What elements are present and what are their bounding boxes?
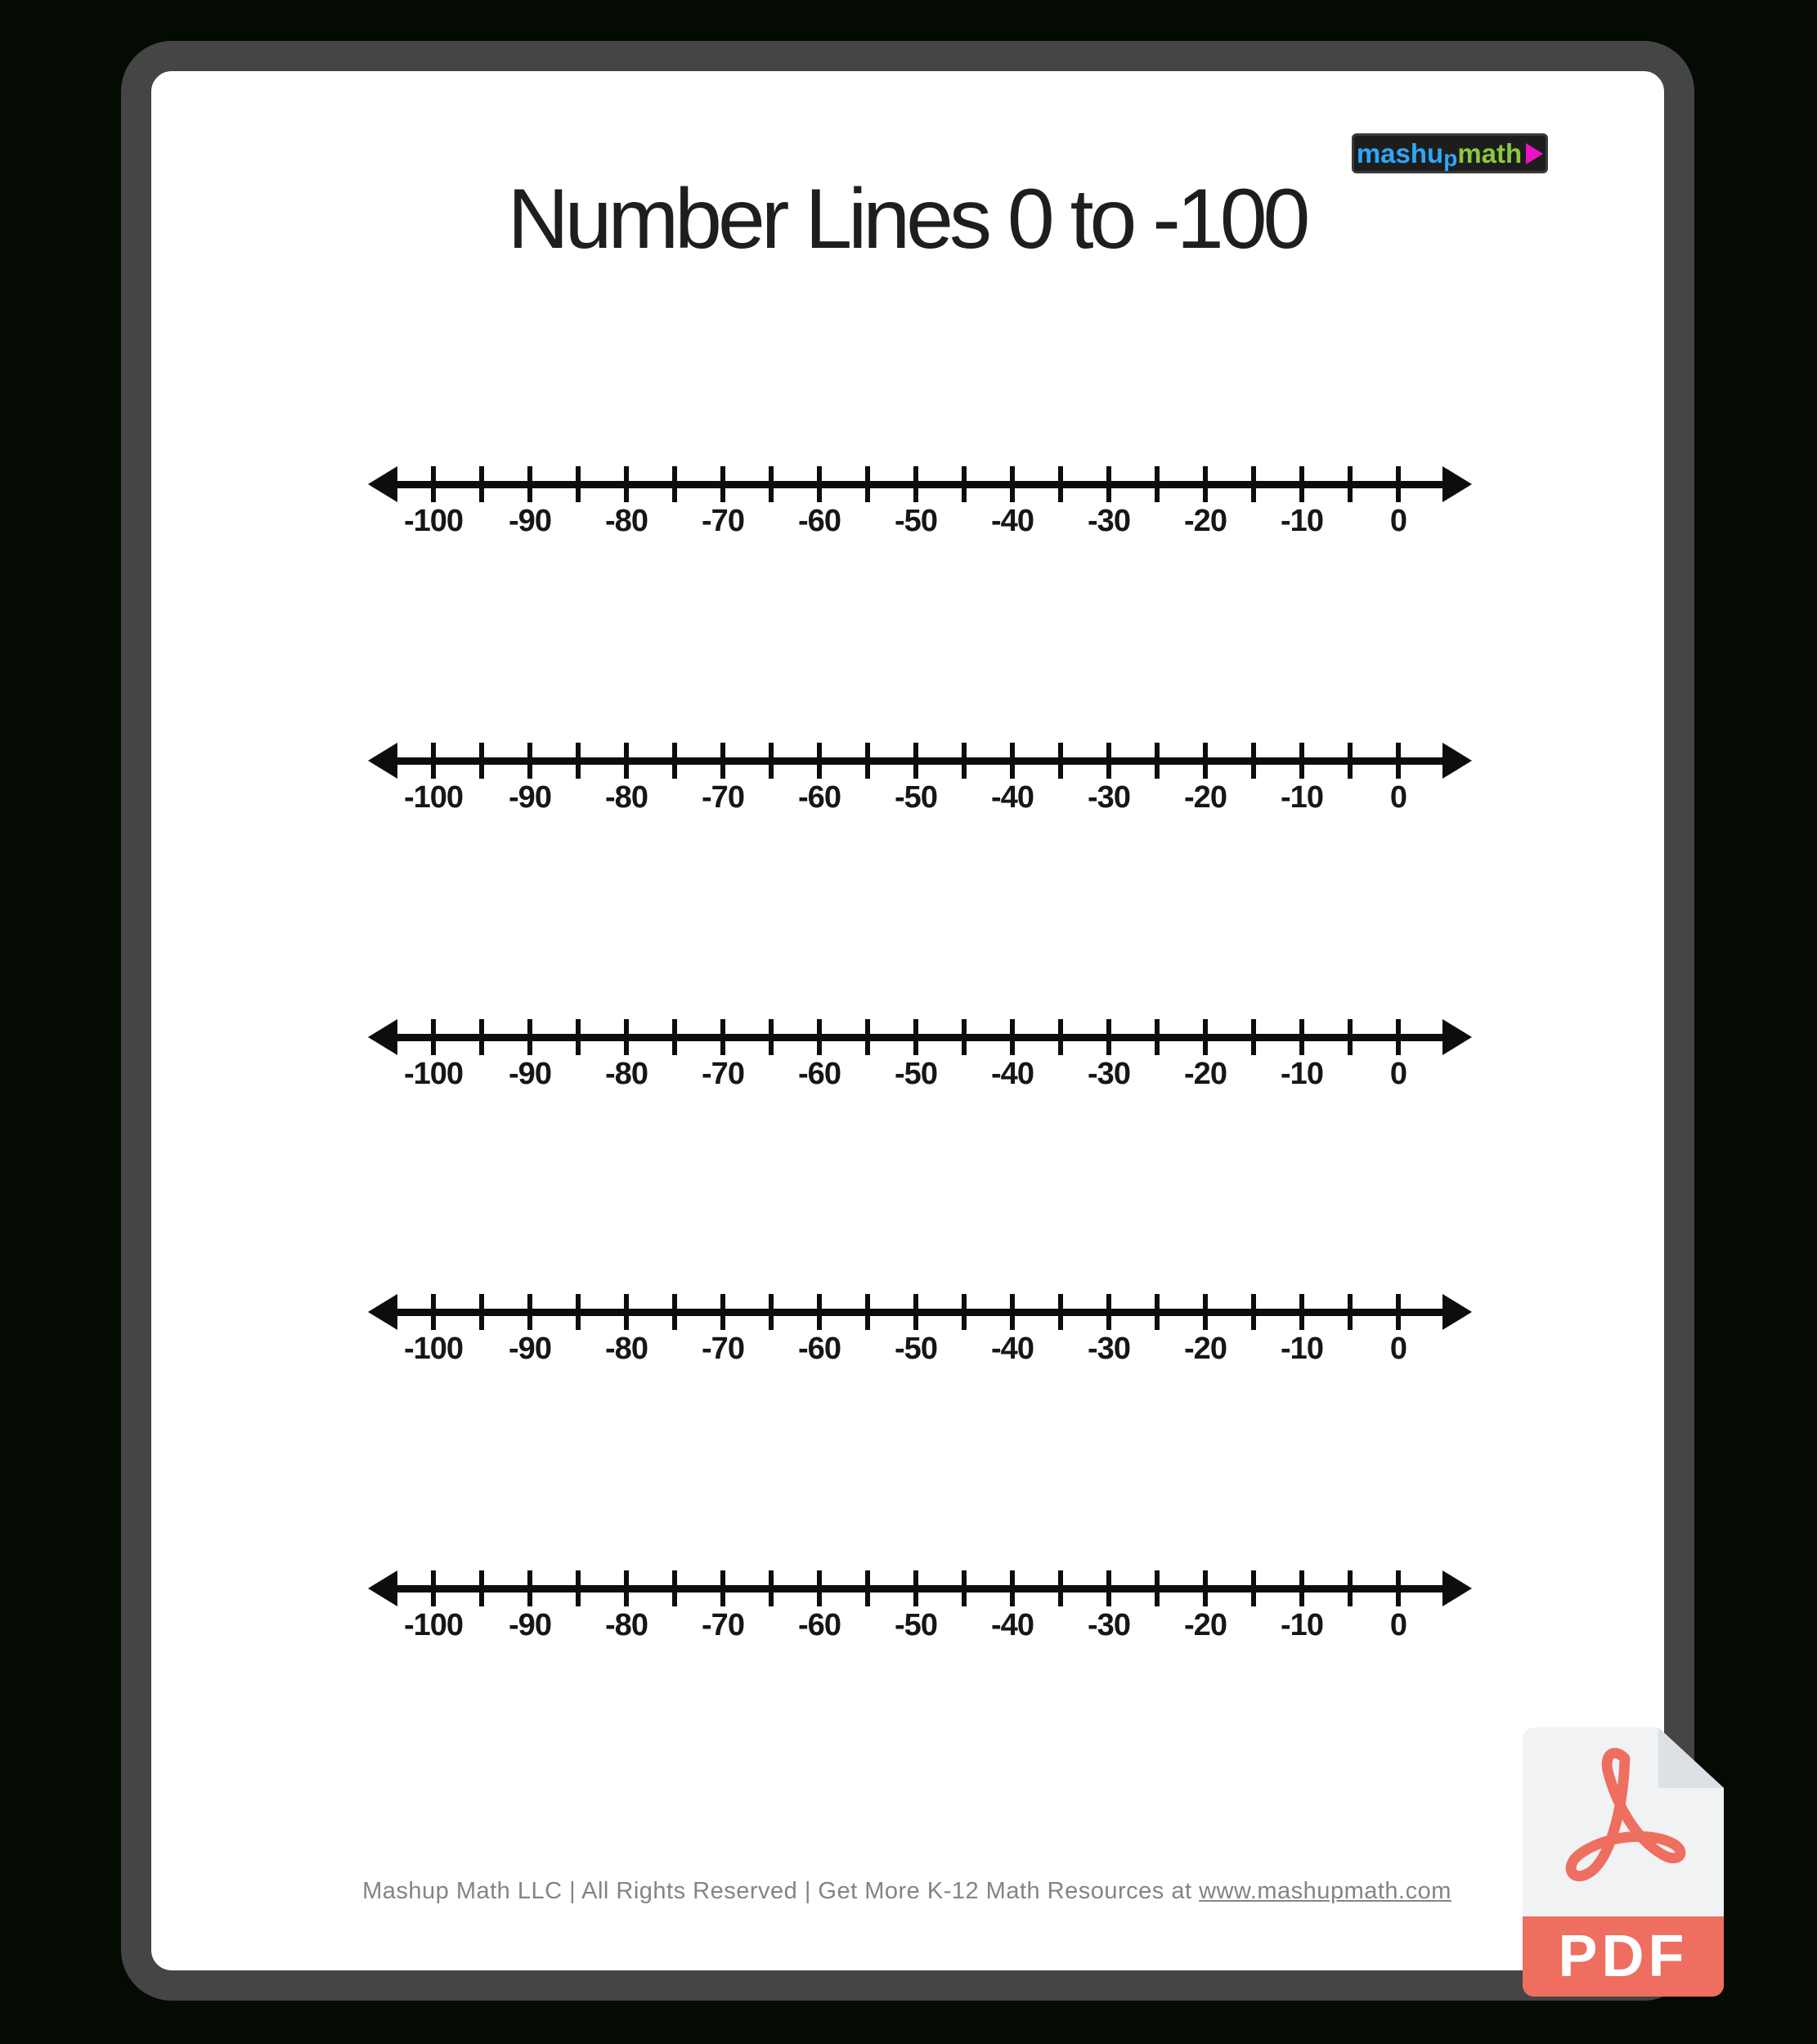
tick-label: -90 <box>509 504 551 538</box>
tick-label: -80 <box>605 1057 648 1091</box>
arrowhead-left-icon <box>368 466 397 502</box>
tick-mark <box>1348 466 1353 502</box>
tick-mark <box>1203 466 1208 502</box>
tick-mark <box>1058 1019 1063 1055</box>
tick-mark <box>913 1019 918 1055</box>
tick-mark <box>817 1570 822 1606</box>
tick-mark <box>479 1570 484 1606</box>
tick-label: -50 <box>895 1057 937 1091</box>
tick-mark <box>431 743 436 779</box>
tick-mark <box>624 1019 629 1055</box>
tick-mark <box>913 466 918 502</box>
acrobat-swirl-icon <box>1554 1747 1691 1904</box>
tick-mark <box>672 1570 677 1606</box>
tick-mark <box>769 466 774 502</box>
tick-label: -60 <box>798 780 841 815</box>
tick-mark <box>962 1570 967 1606</box>
tick-label: -80 <box>605 504 648 538</box>
tick-label: -100 <box>403 1332 464 1366</box>
tick-label: -50 <box>895 780 937 815</box>
tick-mark <box>1010 1570 1015 1606</box>
tick-mark <box>1155 1019 1160 1055</box>
tick-label: -60 <box>798 1057 841 1091</box>
tick-mark <box>1348 1294 1353 1330</box>
tick-mark <box>1251 1019 1256 1055</box>
tick-mark <box>1396 743 1401 779</box>
tick-label: -50 <box>895 1332 937 1366</box>
tick-label: -40 <box>991 1608 1034 1642</box>
tick-label: -40 <box>991 504 1034 538</box>
tick-mark <box>962 466 967 502</box>
tick-mark <box>1058 743 1063 779</box>
tick-mark <box>817 1294 822 1330</box>
tick-label: -80 <box>605 1608 648 1642</box>
tick-mark <box>1155 743 1160 779</box>
tick-mark <box>720 1019 725 1055</box>
tick-label: -60 <box>798 1332 841 1366</box>
tick-mark <box>624 466 629 502</box>
tick-label: -10 <box>1281 780 1323 815</box>
tick-label: 0 <box>1389 1332 1407 1366</box>
tick-mark <box>672 743 677 779</box>
tick-mark <box>769 1570 774 1606</box>
tick-mark <box>527 1019 532 1055</box>
tick-mark <box>913 1294 918 1330</box>
tick-label: 0 <box>1389 1608 1407 1642</box>
tick-label: 0 <box>1389 780 1407 815</box>
tick-mark <box>1155 466 1160 502</box>
tick-mark <box>527 743 532 779</box>
tick-label: -10 <box>1281 504 1323 538</box>
tick-mark <box>672 466 677 502</box>
tick-mark <box>1155 1294 1160 1330</box>
tick-label: -10 <box>1281 1057 1323 1091</box>
arrowhead-right-icon <box>1442 743 1472 779</box>
tick-label: -100 <box>403 1057 464 1091</box>
tick-mark <box>720 466 725 502</box>
tick-label: -70 <box>702 780 744 815</box>
tick-label: -60 <box>798 504 841 538</box>
footer-link[interactable]: www.mashupmath.com <box>1199 1878 1451 1904</box>
tick-mark <box>865 1570 870 1606</box>
tick-label: 0 <box>1389 1057 1407 1091</box>
tick-label: -30 <box>1088 504 1130 538</box>
tick-label: -30 <box>1088 1332 1130 1366</box>
tick-mark <box>817 743 822 779</box>
tick-mark <box>720 1570 725 1606</box>
tick-label: -30 <box>1088 780 1130 815</box>
tick-mark <box>913 743 918 779</box>
tick-label: -10 <box>1281 1608 1323 1642</box>
tick-label: -100 <box>403 504 464 538</box>
tick-mark <box>769 1294 774 1330</box>
tick-mark <box>720 1294 725 1330</box>
tick-mark <box>576 743 581 779</box>
tick-label: -20 <box>1184 780 1227 815</box>
logo-text-mashu: mashu <box>1356 138 1444 168</box>
tick-label: 0 <box>1389 504 1407 538</box>
arrowhead-left-icon <box>368 1294 397 1330</box>
logo-text-p: p <box>1443 145 1458 171</box>
tick-mark <box>1299 743 1304 779</box>
tick-label: -30 <box>1088 1057 1130 1091</box>
tick-label: -20 <box>1184 1332 1227 1366</box>
tick-mark <box>576 1019 581 1055</box>
tick-mark <box>1396 1019 1401 1055</box>
tick-mark <box>769 1019 774 1055</box>
pdf-file-icon[interactable] <box>1523 1727 1724 1997</box>
tick-mark <box>817 1019 822 1055</box>
tick-label: -50 <box>895 504 937 538</box>
tick-mark <box>817 466 822 502</box>
tick-label: -20 <box>1184 1608 1227 1642</box>
tick-mark <box>1396 466 1401 502</box>
tick-mark <box>769 743 774 779</box>
tick-label: -70 <box>702 504 744 538</box>
tick-label: -40 <box>991 780 1034 815</box>
tick-mark <box>962 1019 967 1055</box>
tick-mark <box>913 1570 918 1606</box>
tick-mark <box>865 743 870 779</box>
tick-mark <box>1010 743 1015 779</box>
arrowhead-right-icon <box>1442 1570 1472 1606</box>
tick-mark <box>672 1294 677 1330</box>
tick-mark <box>1106 1019 1111 1055</box>
tick-label: -100 <box>403 1608 464 1642</box>
tick-label: -40 <box>991 1332 1034 1366</box>
tick-mark <box>1058 466 1063 502</box>
arrowhead-left-icon <box>368 1570 397 1606</box>
tick-mark <box>1203 743 1208 779</box>
tick-label: -20 <box>1184 1057 1227 1091</box>
tick-label: -30 <box>1088 1608 1130 1642</box>
tick-mark <box>431 1019 436 1055</box>
tick-mark <box>1058 1570 1063 1606</box>
arrowhead-left-icon <box>368 1019 397 1055</box>
tick-mark <box>1251 1294 1256 1330</box>
arrowhead-left-icon <box>368 743 397 779</box>
tick-label: -80 <box>605 1332 648 1366</box>
tick-mark <box>1106 1294 1111 1330</box>
tick-mark <box>1251 1570 1256 1606</box>
tick-mark <box>431 466 436 502</box>
tick-mark <box>1299 1019 1304 1055</box>
tick-label: -80 <box>605 780 648 815</box>
tick-mark <box>479 1019 484 1055</box>
tick-label: -10 <box>1281 1332 1323 1366</box>
tick-mark <box>527 1294 532 1330</box>
tick-mark <box>1299 1294 1304 1330</box>
footer-copyright: Mashup Math LLC | All Rights Reserved | Get More K-12 Math Resources at <box>362 1878 1200 1904</box>
tick-mark <box>1396 1294 1401 1330</box>
tick-label: -40 <box>991 1057 1034 1091</box>
tick-mark <box>1203 1294 1208 1330</box>
tick-mark <box>1203 1019 1208 1055</box>
arrowhead-right-icon <box>1442 1019 1472 1055</box>
arrowhead-right-icon <box>1442 1294 1472 1330</box>
tick-mark <box>1106 743 1111 779</box>
tick-label: -100 <box>403 780 464 815</box>
pdf-label: PDF <box>1558 1924 1689 1989</box>
tick-mark <box>720 743 725 779</box>
tick-mark <box>1251 743 1256 779</box>
tick-mark <box>1106 1570 1111 1606</box>
tick-mark <box>527 466 532 502</box>
tick-mark <box>1396 1570 1401 1606</box>
tick-mark <box>431 1294 436 1330</box>
footer-text <box>151 1878 1662 1905</box>
tick-mark <box>1299 1570 1304 1606</box>
tick-mark <box>624 1294 629 1330</box>
tick-label: -70 <box>702 1057 744 1091</box>
tick-mark <box>1348 1019 1353 1055</box>
tick-mark <box>1299 466 1304 502</box>
tick-mark <box>1155 1570 1160 1606</box>
tick-label: -90 <box>509 780 551 815</box>
tick-mark <box>962 1294 967 1330</box>
tick-mark <box>1106 466 1111 502</box>
tick-mark <box>527 1570 532 1606</box>
tick-label: -20 <box>1184 504 1227 538</box>
tick-label: -90 <box>509 1608 551 1642</box>
tick-mark <box>1010 1019 1015 1055</box>
tick-mark <box>1203 1570 1208 1606</box>
pdf-label-band <box>1523 1916 1724 1997</box>
tick-label: -60 <box>798 1608 841 1642</box>
tick-mark <box>1251 466 1256 502</box>
tick-mark <box>865 1294 870 1330</box>
tick-label: -70 <box>702 1332 744 1366</box>
tick-label: -50 <box>895 1608 937 1642</box>
tick-mark <box>865 1019 870 1055</box>
tick-label: -90 <box>509 1057 551 1091</box>
tick-mark <box>479 743 484 779</box>
tick-mark <box>1348 743 1353 779</box>
logo-text-math: math <box>1457 138 1523 168</box>
tick-mark <box>962 743 967 779</box>
tick-mark <box>1058 1294 1063 1330</box>
tick-mark <box>865 466 870 502</box>
tick-mark <box>624 1570 629 1606</box>
tick-mark <box>479 466 484 502</box>
tick-mark <box>1348 1570 1353 1606</box>
arrowhead-right-icon <box>1442 466 1472 502</box>
tick-mark <box>576 1294 581 1330</box>
tick-label: -70 <box>702 1608 744 1642</box>
tick-mark <box>576 1570 581 1606</box>
page-title: Number Lines 0 to -100 <box>507 172 1307 267</box>
tick-mark <box>576 466 581 502</box>
tick-mark <box>1010 466 1015 502</box>
tick-mark <box>672 1019 677 1055</box>
tick-mark <box>479 1294 484 1330</box>
tick-mark <box>431 1570 436 1606</box>
tick-mark <box>1010 1294 1015 1330</box>
tick-label: -90 <box>509 1332 551 1366</box>
tick-mark <box>624 743 629 779</box>
